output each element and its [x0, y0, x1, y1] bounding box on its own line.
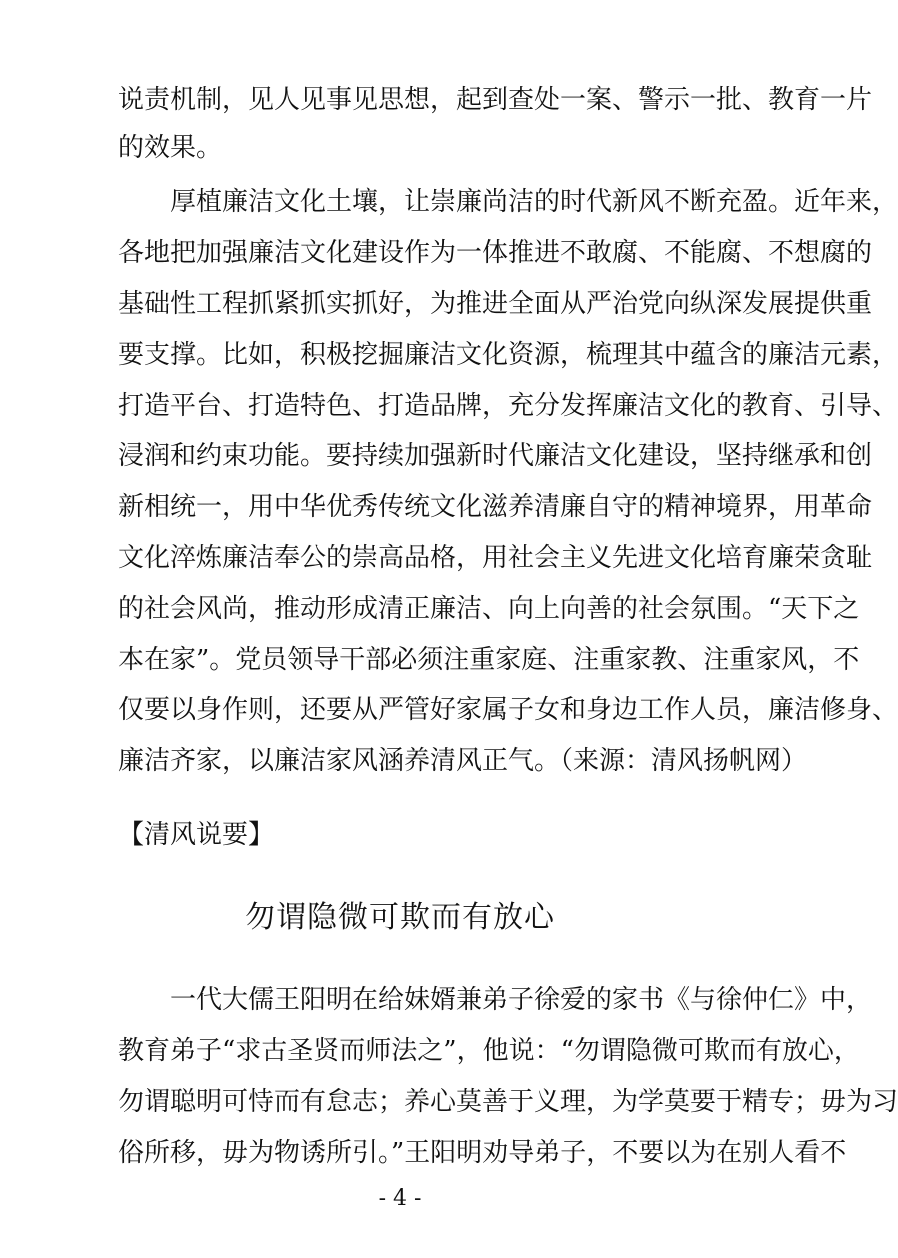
paragraph-line: 本在家”。党员领导干部必须注重家庭、注重家教、注重家风，不 — [118, 645, 860, 675]
paragraph-line: 仅要以身作则，还要从严管好家属子女和身边工作人员，廉洁修身、 — [118, 695, 898, 725]
paragraph-line: 打造平台、打造特色、打造品牌，充分发挥廉洁文化的教育、引导、 — [118, 391, 898, 421]
paragraph-line: 的社会风尚，推动形成清正廉洁、向上向善的社会氛围。“天下之 — [118, 594, 860, 624]
article-heading: 勿谓隐微可欺而有放心 — [245, 900, 555, 935]
paragraph-line: 要支撑。比如，积极挖掘廉洁文化资源，梳理其中蕴含的廉洁元素， — [118, 340, 898, 370]
paragraph-line: 的效果。 — [118, 133, 223, 163]
article-line: 教育弟子“求古圣贤而师法之”，他说：“勿谓隐微可欺而有放心， — [118, 1036, 860, 1066]
paragraph-line: 说责机制，见人见事见思想，起到查处一案、警示一批、教育一片 — [118, 85, 873, 115]
paragraph-line: 厚植廉洁文化土壤，让崇廉尚洁的时代新风不断充盈。近年来， — [118, 187, 898, 217]
paragraph-line: 基础性工程抓紧抓实抓好，为推进全面从严治党向纵深发展提供重 — [118, 289, 873, 319]
paragraph-line: 文化淬炼廉洁奉公的崇高品格，用社会主义先进文化培育廉荣贪耻 — [118, 543, 873, 573]
paragraph-line: 新相统一，用中华优秀传统文化滋养清廉自守的精神境界，用革命 — [118, 492, 873, 522]
article-line: 一代大儒王阳明在给妹婿兼弟子徐爱的家书《与徐仲仁》中， — [118, 985, 873, 1015]
page-number: - 4 - — [378, 1186, 422, 1211]
article-line: 勿谓聪明可恃而有怠志；养心莫善于义理，为学莫要于精专；毋为习 — [118, 1087, 898, 1117]
paragraph-line: 浸润和约束功能。要持续加强新时代廉洁文化建设，坚持继承和创 — [118, 441, 873, 471]
section-label: 【清风说要】 — [118, 820, 275, 850]
paragraph-line: 廉洁齐家，以廉洁家风涵养清风正气。（来源：清风扬帆网） — [118, 746, 808, 776]
paragraph-line: 各地把加强廉洁文化建设作为一体推进不敢腐、不能腐、不想腐的 — [118, 238, 873, 268]
article-line: 俗所移，毋为物诱所引。”王阳明劝导弟子，不要以为在别人看不 — [118, 1138, 847, 1168]
